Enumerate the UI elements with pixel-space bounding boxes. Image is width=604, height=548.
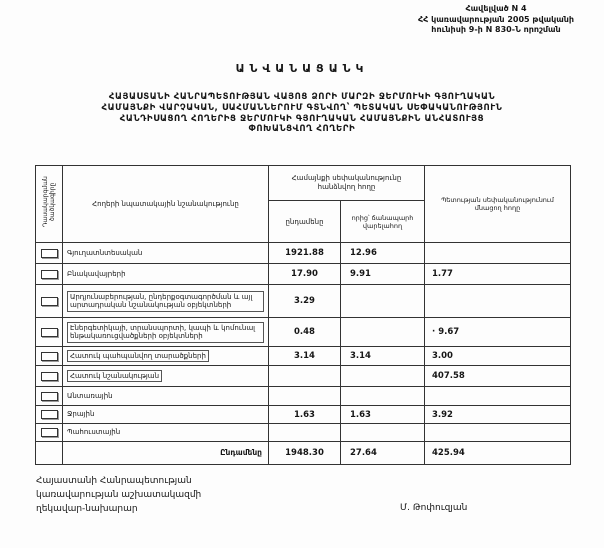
row-label-cell <box>63 243 269 264</box>
cell-ofwhich <box>341 387 425 406</box>
annex-line: հունիսի 9-ի N 830-Ն որոշման <box>431 25 561 34</box>
row-label: Հատուկ պահպանվող տարածքների <box>67 350 209 363</box>
row-code-cell <box>36 285 63 318</box>
cell-remaining: 1.77 <box>425 264 571 285</box>
signature-name: Մ. Թոփուզյան <box>400 503 468 513</box>
cell-total <box>269 424 341 442</box>
row-code-cell <box>36 243 63 264</box>
code-box <box>41 428 58 437</box>
code-box <box>41 328 58 337</box>
table-row <box>36 285 571 318</box>
total-cell-ofwhich: 27.64 <box>341 442 425 465</box>
cell-remaining <box>425 424 571 442</box>
cell-remaining: 3.92 <box>425 406 571 424</box>
table-row <box>36 243 571 264</box>
subtitle-line: ՀԱՆԴԻՍԱՑՈՂ ՀՈՂԵՐԻՑ ՋԵՐՄՈՒԿԻ ԳՅՈՒՂԱԿԱՆ ՀԱՄԱՅՆՔԻՆ ԱՆՀԱՏՈՒՅՑ <box>119 113 485 124</box>
cell-ofwhich <box>341 285 425 318</box>
signatory-line: ղեկավար-նախարար <box>36 504 138 514</box>
table-total-row <box>36 442 571 465</box>
cell-ofwhich <box>341 424 425 442</box>
code-box <box>41 372 58 381</box>
table-row <box>36 406 571 424</box>
table-row <box>36 318 571 347</box>
cell-remaining: 3.00 <box>425 347 571 366</box>
row-label: Հատուկ նշանակության <box>67 370 162 383</box>
code-box <box>41 352 58 361</box>
cell-ofwhich <box>341 366 425 387</box>
row-label-cell <box>63 264 269 285</box>
cell-total: 3.14 <box>269 347 341 366</box>
col-code-header <box>36 166 63 243</box>
row-code-cell <box>36 406 63 424</box>
code-box <box>41 297 58 306</box>
cell-remaining <box>425 285 571 318</box>
cell-total: 1.63 <box>269 406 341 424</box>
cell-ofwhich: 1.63 <box>341 406 425 424</box>
row-code-cell <box>36 442 63 465</box>
row-label-cell <box>63 424 269 442</box>
col-code-header-label: Դասակարգման ծածկագիրը <box>42 176 56 228</box>
table-row <box>36 264 571 285</box>
total-row-label: Ընդամենը <box>63 442 269 465</box>
row-label-cell <box>63 347 269 366</box>
table-row <box>36 366 571 387</box>
land-transfer-table <box>35 165 571 465</box>
row-label-cell <box>63 318 269 347</box>
subtitle-line: ՀԱՄԱՅՆՔԻ ՎԱՐՉԱԿԱՆ, ՍԱՀՄԱՆՆԵՐՈՒՄ ԳՏՆՎՈՂ՝ ՊԵՏԱԿԱՆ ՍԵՓԱԿԱՆՈՒԹՅՈՒՆ <box>101 102 503 113</box>
total-cell-remaining: 425.94 <box>425 442 571 465</box>
annex-line: ՀՀ կառավարության 2005 թվականի <box>417 14 575 24</box>
cell-remaining <box>425 387 571 406</box>
row-label-cell <box>63 406 269 424</box>
row-label: Էներգետիկայի, տրանսպորտի, կապի և կոմունալ ենթակառուցվածքների օբյեկտների <box>67 322 264 343</box>
col-total-subheader: ընդամենը <box>269 201 341 243</box>
total-cell-total: 1948.30 <box>269 442 341 465</box>
col-ofwhich-subheader: որից՝ ճանապարհ վարելահող <box>341 201 425 243</box>
signatory-line: կառավարության աշխատակազմի <box>36 490 202 500</box>
col-group-header: Համայնքի սեփականությունը հանձնվող հողը <box>269 166 425 201</box>
table-row <box>36 387 571 406</box>
cell-ofwhich <box>341 318 425 347</box>
row-label: Ջրային <box>67 410 95 419</box>
row-code-cell <box>36 264 63 285</box>
cell-total <box>269 366 341 387</box>
row-label: Անտառային <box>67 391 113 400</box>
row-label: Բնակավայրերի <box>67 269 126 278</box>
row-label: Գյուղատնտեսական <box>67 248 143 257</box>
cell-remaining <box>425 243 571 264</box>
cell-ofwhich: 9.91 <box>341 264 425 285</box>
cell-ofwhich: 3.14 <box>341 347 425 366</box>
table-row <box>36 424 571 442</box>
row-code-cell <box>36 366 63 387</box>
document-title: ԱՆՎԱՆԱՑԱՆԿ <box>235 62 369 75</box>
annex-line: Հավելված N 4 <box>465 4 527 13</box>
table-row <box>36 347 571 366</box>
code-box <box>41 392 58 401</box>
row-label-cell <box>63 387 269 406</box>
row-code-cell <box>36 424 63 442</box>
signatory-block <box>36 474 201 516</box>
code-box <box>41 410 58 419</box>
cell-total: 17.90 <box>269 264 341 285</box>
code-box <box>41 249 58 258</box>
row-label: Արդյունաբերության, ընդերքօգտագործման և այլ արտադրական նշանակության օբյեկտների <box>67 291 264 312</box>
annex-reference <box>396 4 596 36</box>
row-label-cell <box>63 285 269 318</box>
cell-total: 1921.88 <box>269 243 341 264</box>
subtitle-line: ՀԱՅԱՍՏԱՆԻ ՀԱՆՐԱՊԵՏՈՒԹՅԱՆ ՎԱՅՈՑ ՁՈՐԻ ՄԱՐԶԻ ՋԵՐՄՈՒԿԻ ԳՅՈՒՂԱԿԱՆ <box>108 92 496 102</box>
col-state-remaining-header: Պետության սեփականությունում մնացող հողը <box>425 166 571 243</box>
cell-total: 3.29 <box>269 285 341 318</box>
row-code-cell <box>36 318 63 347</box>
row-label-cell <box>63 366 269 387</box>
cell-remaining: · 9.67 <box>425 318 571 347</box>
signatory-line: Հայաստանի Հանրապետության <box>36 476 192 486</box>
subtitle-line: ՓՈԽԱՆՑՎՈՂ ՀՈՂԵՐԻ <box>248 124 356 135</box>
code-box <box>41 270 58 279</box>
table-header-row-top <box>36 166 571 201</box>
cell-total: 0.48 <box>269 318 341 347</box>
cell-remaining: 407.58 <box>425 366 571 387</box>
row-code-cell <box>36 347 63 366</box>
col-purpose-header: Հողերի նպատակային նշանակությունը <box>63 166 269 243</box>
row-label: Պահուստային <box>67 428 121 437</box>
cell-ofwhich: 12.96 <box>341 243 425 264</box>
row-code-cell <box>36 387 63 406</box>
cell-total <box>269 387 341 406</box>
document-subtitle <box>52 92 552 135</box>
